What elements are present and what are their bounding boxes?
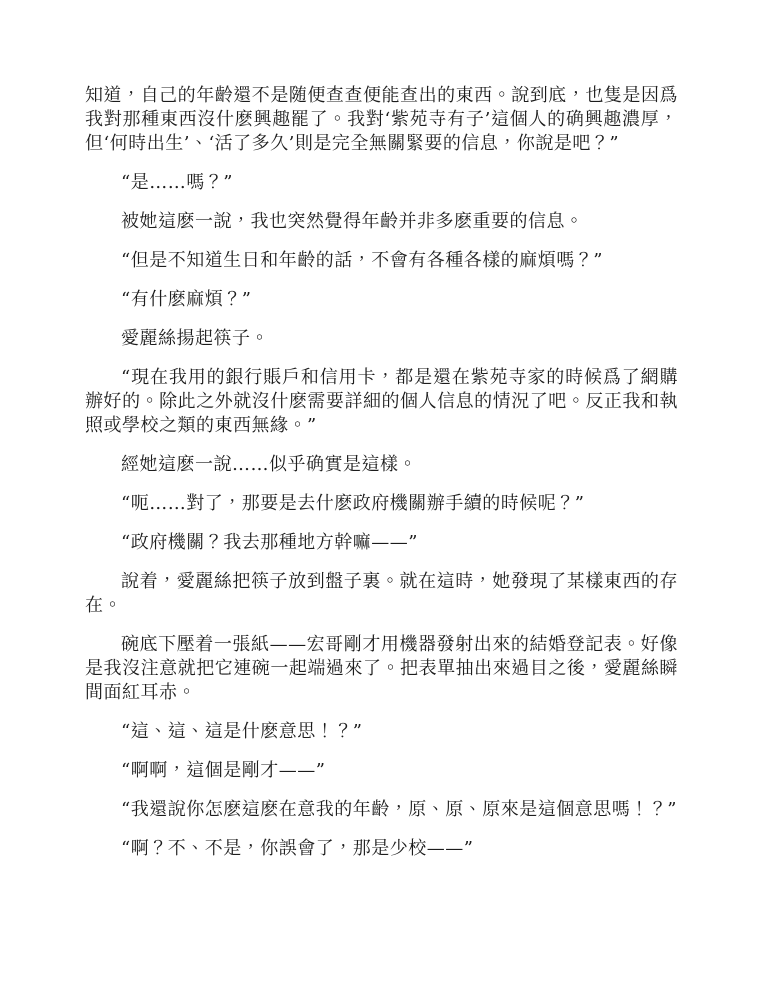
- paragraph: “政府機關？我去那種地方幹嘛——”: [121, 532, 418, 553]
- paragraph: “有什麽麻煩？”: [121, 289, 252, 310]
- paragraph: 說着，愛麗絲把筷子放到盤子裏。就在這時，她發現了某樣東西的存在。: [85, 571, 678, 616]
- paragraph: “啊啊，這個是剛才——”: [121, 760, 326, 781]
- paragraph: 被她這麽一說，我也突然覺得年齡并非多麽重要的信息。: [121, 211, 584, 232]
- paragraph: 愛麗絲揚起筷子。: [121, 328, 269, 349]
- paragraph: 經她這麽一說……似乎确實是這樣。: [121, 454, 417, 475]
- paragraph: “這、這、這是什麽意思！？”: [121, 721, 363, 742]
- paragraph: “是……嗎？”: [121, 172, 233, 193]
- novel-text-block: [85, 84, 678, 876]
- paragraph: “但是不知道生日和年齡的話，不會有各種各樣的麻煩嗎？”: [121, 250, 603, 271]
- paragraph: “啊？不、不是，你誤會了，那是少校——”: [121, 838, 474, 859]
- paragraph: “呃……對了，那要是去什麽政府機關辦手續的時候呢？”: [121, 493, 585, 514]
- paragraph: 碗底下壓着一張紙——宏哥剛才用機器發射出來的結婚登記表。好像是我沒注意就把它連碗一起端過來了。把表單抽出來過目之後，愛麗絲瞬間面紅耳赤。: [85, 634, 678, 703]
- paragraph: 知道，自己的年齡還不是随便查查便能查出的東西。說到底，也隻是因爲我對那種東西沒什麽興趣罷了。我對‘紫苑寺有子’這個人的确興趣濃厚，但‘何時出生’、‘活了多久’則是完全無關緊要的信息，你說是吧？”: [85, 85, 678, 154]
- paragraph: “我還說你怎麽這麽在意我的年齡，原、原、原來是這個意思嗎！？”: [121, 799, 677, 820]
- paragraph: “現在我用的銀行賬戶和信用卡，都是還在紫苑寺家的時候爲了網購辦好的。除此之外就沒什麽需要詳細的個人信息的情況了吧。反正我和執照或學校之類的東西無緣。”: [85, 367, 678, 436]
